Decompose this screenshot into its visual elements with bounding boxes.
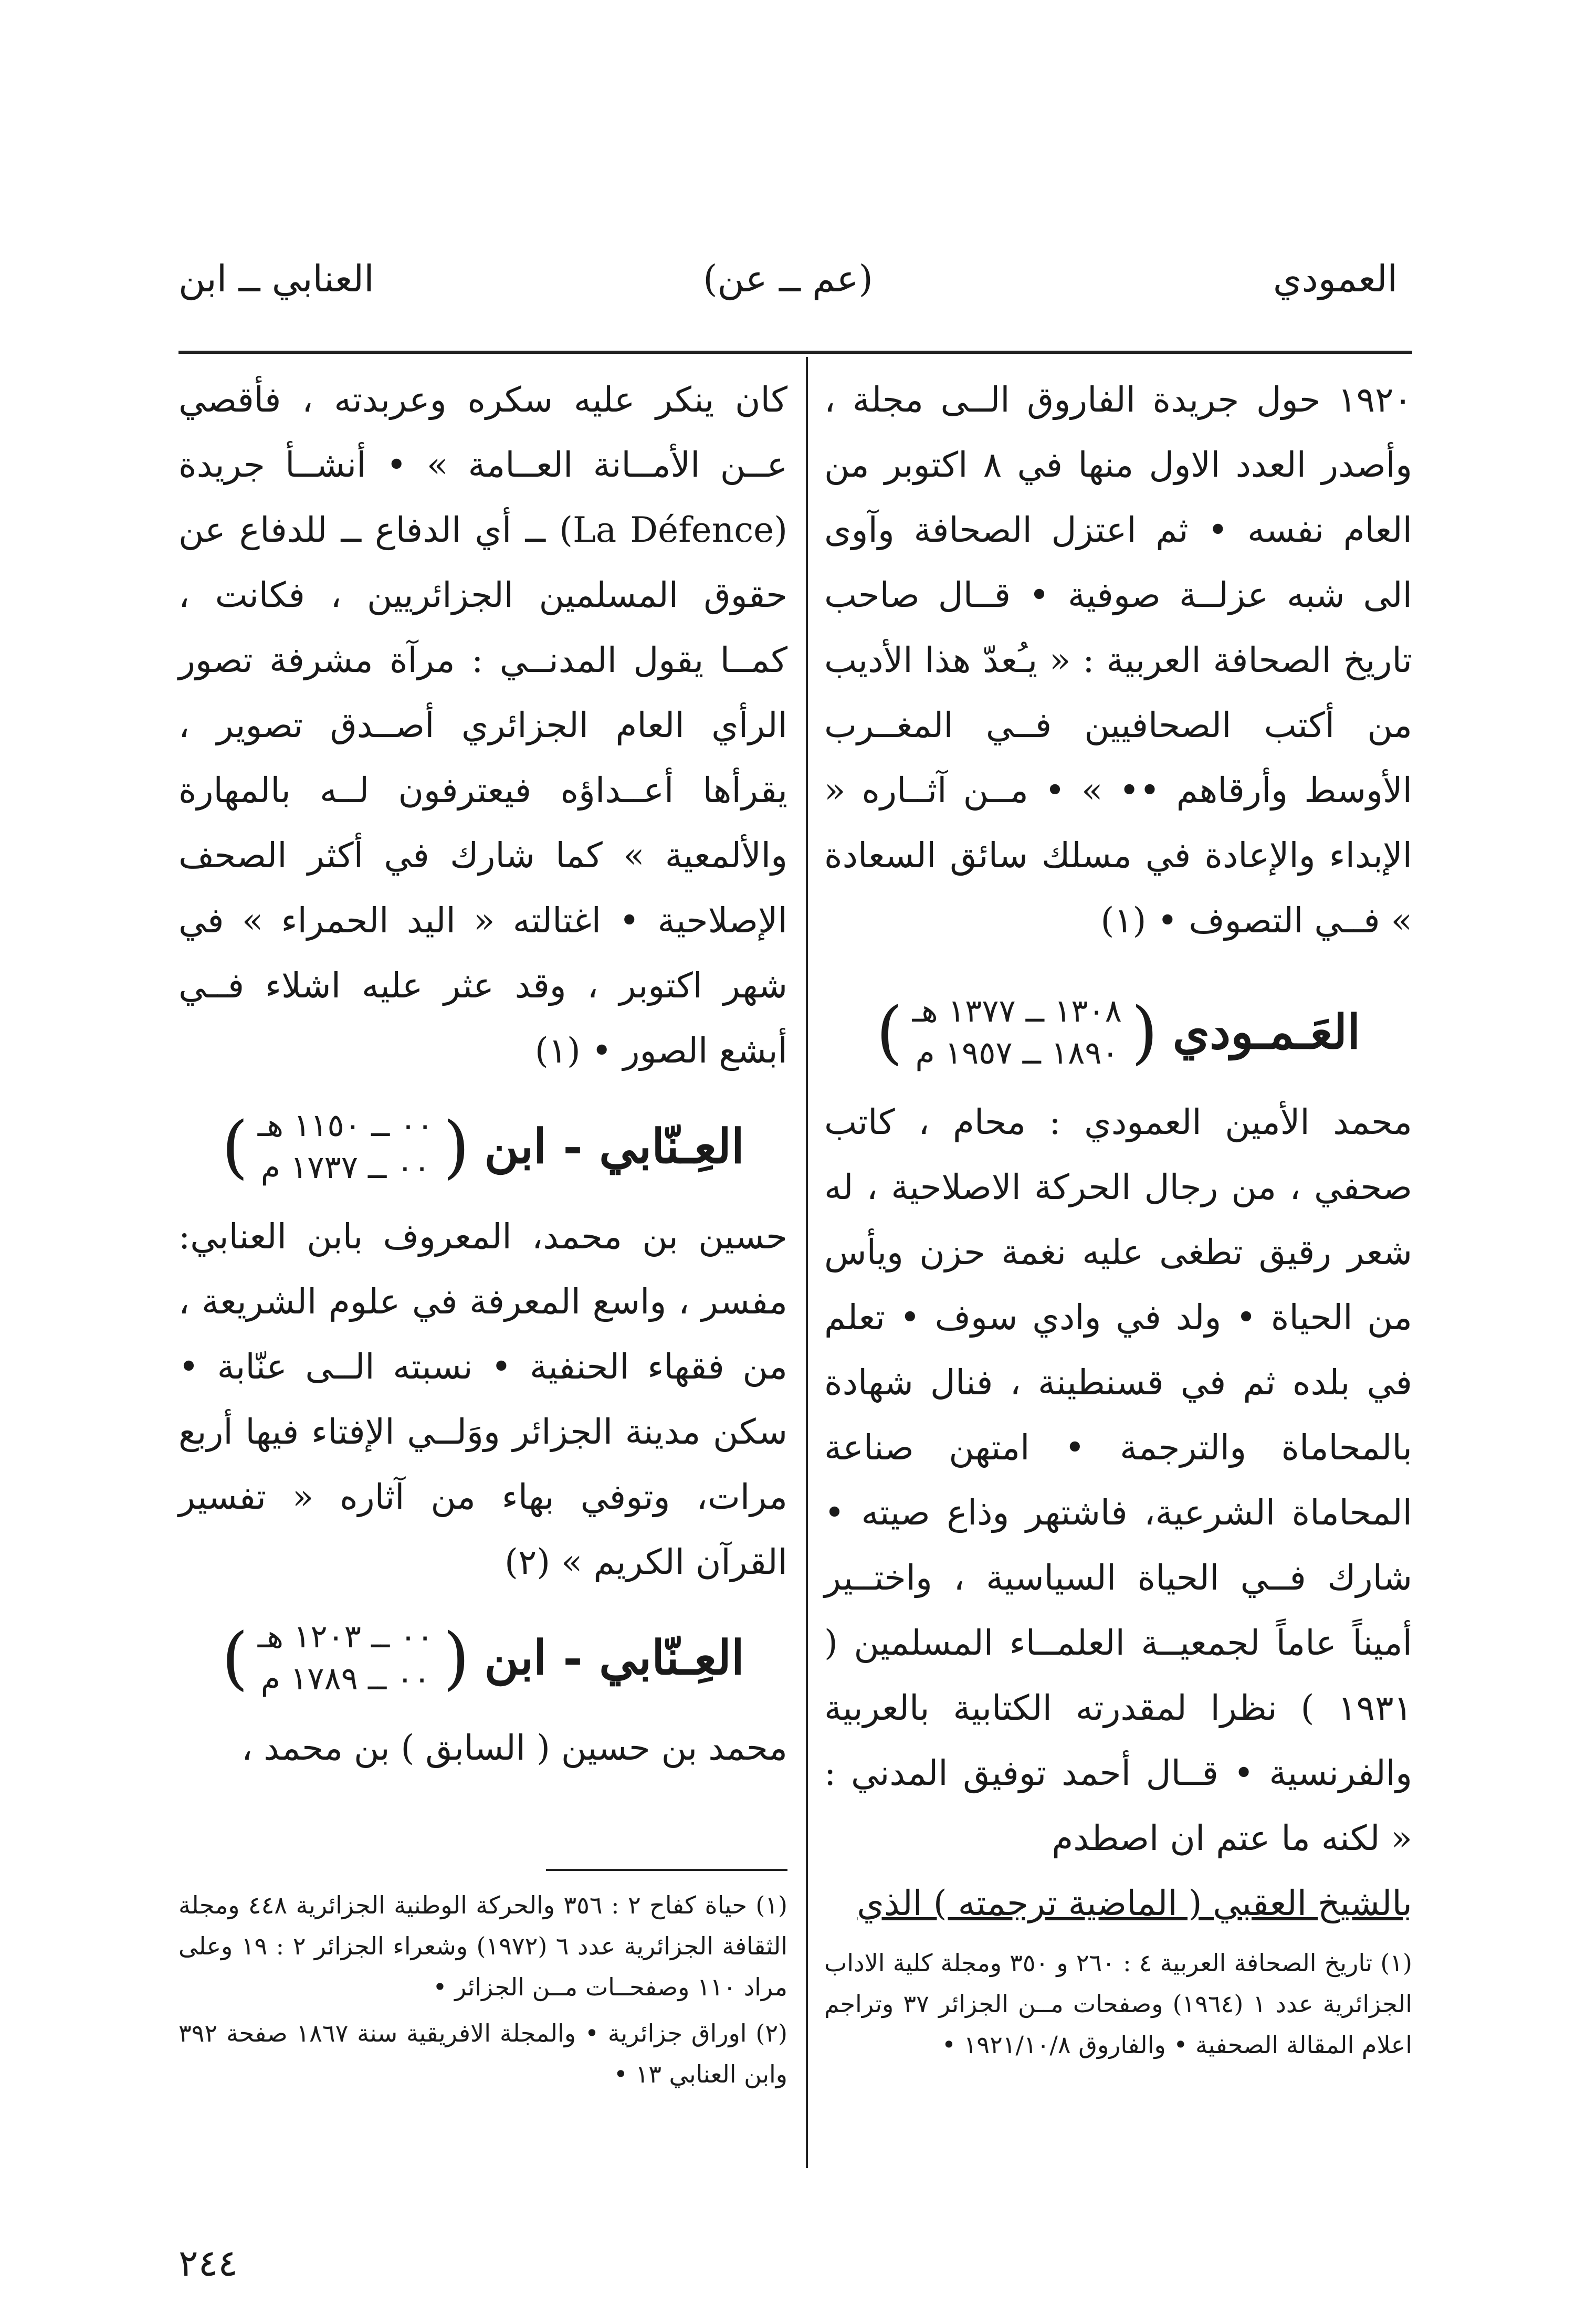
- date-lines: [902, 990, 1131, 1074]
- paren-open: (: [443, 1107, 470, 1186]
- date-lines: [248, 1105, 443, 1189]
- entry-heading: [178, 1616, 787, 1700]
- hijri-dates: ٠٠ ــ ١١٥٠ هـ: [257, 1107, 434, 1144]
- running-header-right: العمودي: [1273, 257, 1398, 300]
- running-header-left: العنابي ــ ابن: [178, 257, 374, 300]
- gregorian-dates: ٠٠ ــ ١٧٣٧ م: [260, 1149, 430, 1186]
- running-header-center: (عم ــ عن): [703, 257, 873, 300]
- footnote: (١) حياة كفاح ٢ : ٣٥٦ والحركة الوطنية الجزائرية ٤٤٨ ومجلة الثقافة الجزائرية عدد ٦ (١٩٧٢) وشعراء الجزائر ٢ : ١٩ وعلى مراد ١١٠ وصفحــات مــن الجزائر •: [178, 1891, 788, 2001]
- paren-close: ): [222, 1618, 248, 1698]
- continuation-text: ١٩٢٠ حول جريدة الفاروق الــى مجلة ، وأصدر العدد الاول منها في ٨ اكتوبر من العام نفسه • ثم اعتزل الصحافة وآوى الى شبه عزلــة صوفية • قــال صاحب تاريخ الصحافة العربية : « يـُعدّ هذا الأديب من أكتب الصحافيين فــي المغــرب الأوسط وأرقاهم •• » • مــن آثــاره « الإبداء والإعادة في مسلك سائق السعادة » فــي التصوف • (١): [824, 380, 1412, 941]
- entry-name: العَـمـودي: [1172, 1004, 1361, 1060]
- entry-heading: [824, 990, 1412, 1074]
- paren-close: ): [876, 992, 903, 1072]
- left-column: [178, 367, 787, 1781]
- entry-dates: [222, 1616, 469, 1700]
- footnote: (٢) اوراق جزائرية • والمجلة الافريقية سنة ١٨٦٧ صفحة ٣٩٢ وابن العنابي ١٣ •: [178, 2019, 787, 2088]
- entry-body: حسين بن محمد، المعروف بابن العنابي: مفسر ، واسع المعرفة في علوم الشريعة ، من فقهاء الحنفية • نسبته الــى عنّابة • سكن مدينة الجزائر ووَلــي الإفتاء فيها أربع مرات، وتوفي بهاء من آثاره « تفسير القرآن الكريم » (٢): [178, 1216, 787, 1582]
- footnote: (١) تاريخ الصحافة العربية ٤ : ٢٦٠ و ٣٥٠ ومجلة كلية الاداب الجزائرية عدد ١ (١٩٦٤) وصفحات مــن الجزائر ٣٧ وتراجم اعلام المقالة الصحفية • والفاروق ١٩٢١/١٠/٨ •: [824, 1949, 1412, 2059]
- page-number: ٢٤٤: [178, 2242, 238, 2285]
- entry-name: العِـنّابي - ابن: [484, 1630, 744, 1686]
- continuation-text: كان ينكر عليه سكره وعربدته ، فأقصي عــن الأمــانة العــامة » • أنشــأ جريدة (La Défence) ــ أي الدفاع ــ للدفاع عن حقوق المسلمين الجزائريين ، فكانت ، كمــا يقول المدنــي : مرآة مشرفة تصور الرأي العام الجزائري أصــدق تصوير ، يقرأها أعــداؤه فيعترفون لــه بالمهارة والألمعية » كما شارك في أكثر الصحف الإصلاحية • اغتالته « اليد الحمراء » في شهر اكتوبر ، وقد عثر عليه اشلاء فــي أبشع الصور • (١): [178, 380, 787, 1071]
- entry-dates: [876, 990, 1158, 1074]
- column-divider: [806, 357, 808, 2168]
- left-footnotes: [178, 1885, 787, 2100]
- hijri-dates: ١٣٠٨ ــ ١٣٧٧ هـ: [912, 993, 1122, 1029]
- hijri-dates: ٠٠ ــ ١٢٠٣ هـ: [257, 1618, 434, 1655]
- entry-dates: [222, 1105, 469, 1189]
- paren-open: (: [1131, 992, 1158, 1072]
- paren-open: (: [443, 1618, 470, 1698]
- entry-body: محمد بن حسين ( السابق ) بن محمد ،: [241, 1728, 787, 1768]
- gregorian-dates: ٠٠ ــ ١٧٨٩ م: [260, 1660, 430, 1697]
- entry-name: العِـنّابي - ابن: [484, 1119, 744, 1174]
- footnote-rule: [546, 1869, 787, 1871]
- gregorian-dates: ١٨٩٠ ــ ١٩٥٧ م: [915, 1035, 1119, 1071]
- entry-body-underlined: بالشيخ العقبي ( الماضية ترجمته ) الذي: [857, 1883, 1412, 1923]
- entry-heading: [178, 1105, 787, 1189]
- date-lines: [248, 1616, 443, 1700]
- right-footnotes: [824, 1942, 1412, 2070]
- entry-body: محمد الأمين العمودي : محام ، كاتب صحفي ، من رجال الحركة الاصلاحية ، له شعر رقيق تطغى عليه نغمة حزن ويأس من الحياة • ولد في وادي سوف • تعلم في بلده ثم في قسنطينة ، فنال شهادة بالمحاماة والترجمة • امتهن صناعة المحاماة الشرعية، فاشتهر وذاع صيته • شارك فــي الحياة السياسية ، واختــير أميناً عاماً لجمعيــة العلمــاء المسلمين ( ١٩٣١ ) نظرا لمقدرته الكتابية بالعربية والفرنسية • قــال أحمد توفيق المدني : « لكنه ما عتم ان اصطدم: [824, 1102, 1412, 1858]
- right-column: [824, 367, 1412, 1936]
- paren-close: ): [222, 1107, 248, 1186]
- header-rule: [178, 351, 1412, 354]
